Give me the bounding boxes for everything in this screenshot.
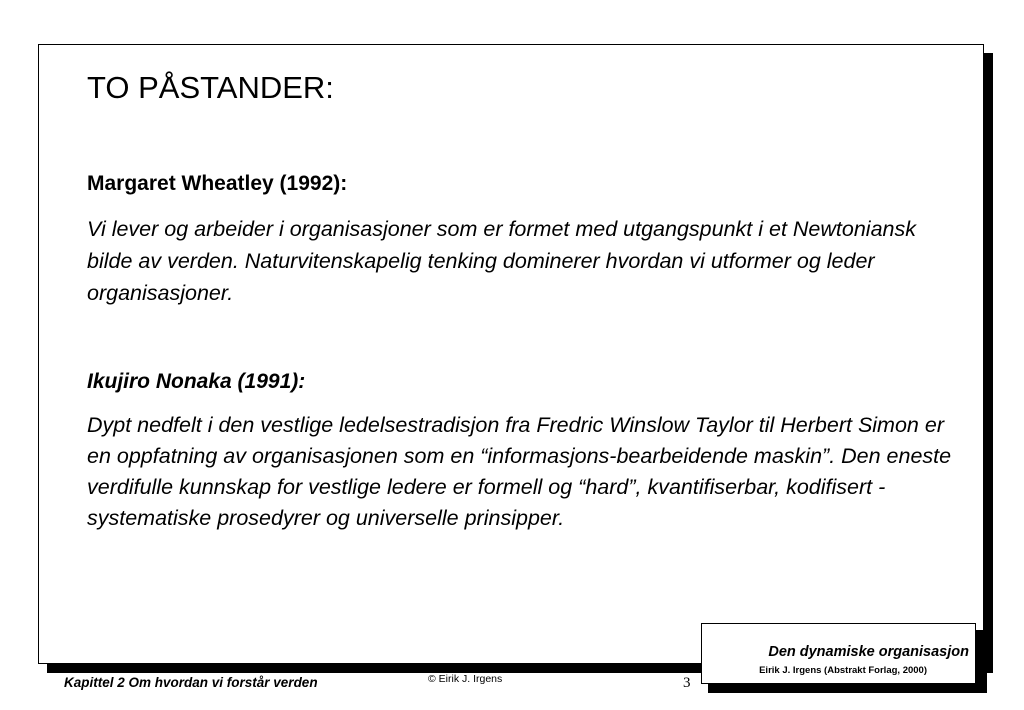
- book-title: Den dynamiske organisasjon: [768, 644, 969, 660]
- book-reference: Eirik J. Irgens (Abstrakt Forlag, 2000): [759, 665, 927, 676]
- author-wheatley: Margaret Wheatley (1992):: [87, 172, 348, 195]
- author-nonaka: Ikujiro Nonaka (1991):: [87, 370, 306, 393]
- slide-title: TO PÅSTANDER:: [87, 70, 334, 105]
- page-number: 3: [683, 675, 691, 691]
- quote-nonaka: Dypt nedfelt i den vestlige ledelsestradisjon fra Fredric Winslow Taylor til Herbert Simon er en oppfatning av organisasjonen som en “informasjons-bearbeidende maskin”. Den eneste verdifulle kunnskap for vestlige ledere er formell og “hard”, kvantifiserbar, kodifisert - systematiske prosedyrer og universelle prinsipper.: [87, 413, 952, 530]
- quote-wheatley: Vi lever og arbeider i organisasjoner som er formet med utgangspunkt i et Newtoniansk bilde av verden. Naturvitenskapelig tenking dominerer hvordan vi utformer og leder organisasjoner.: [87, 217, 916, 305]
- book-info-box: [701, 623, 976, 684]
- footer-chapter: Kapittel 2 Om hvordan vi forstår verden: [64, 675, 318, 690]
- slide-frame: [38, 44, 984, 664]
- footer-copyright: © Eirik J. Irgens: [428, 673, 503, 685]
